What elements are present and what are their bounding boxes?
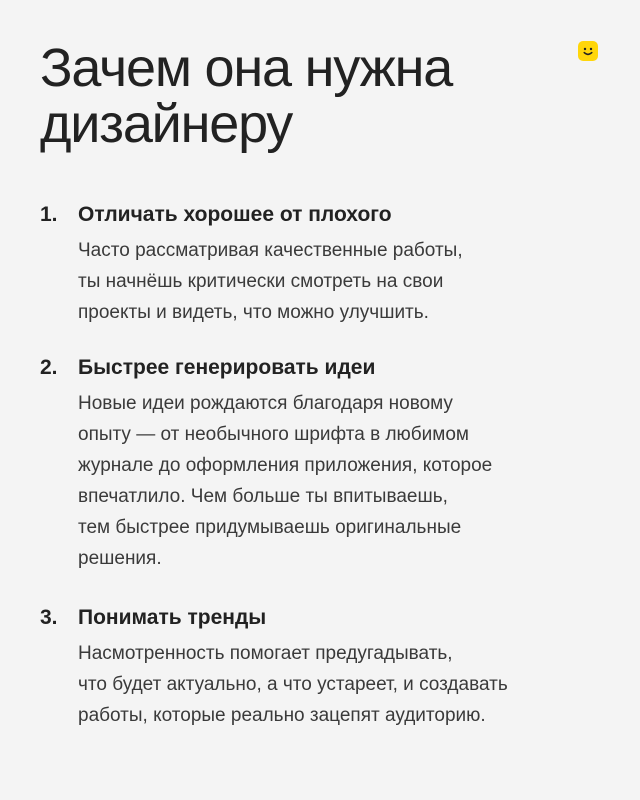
title-line: Зачем она нужна xyxy=(40,38,453,98)
item-header xyxy=(40,200,610,230)
description-line: впечатлило. Чем больше ты впитываешь, xyxy=(78,486,448,507)
description-line: тем быстрее придумываешь оригинальные xyxy=(78,517,462,538)
description-line: работы, которые реально зацепят аудиторию. xyxy=(78,705,486,726)
item-header xyxy=(40,353,610,383)
description-line: ты начнёшь критически смотреть на свои xyxy=(78,271,444,292)
item-header xyxy=(40,603,610,633)
list-item xyxy=(40,353,610,574)
description-line: Часто рассматривая качественные работы, xyxy=(78,240,463,261)
description-line: Новые идеи рождаются благодаря новому xyxy=(78,393,453,414)
item-heading: Отличать хорошее от плохого xyxy=(78,203,392,226)
page-title xyxy=(40,40,570,152)
description-line: проекты и видеть, что можно улучшить. xyxy=(78,302,429,323)
item-number: 2. xyxy=(40,356,58,379)
item-number: 3. xyxy=(40,606,58,629)
smiley-face-icon xyxy=(578,41,598,61)
description-line: решения. xyxy=(78,548,162,569)
title-line: дизайнеру xyxy=(40,94,293,154)
description-line: журнале до оформления приложения, которое xyxy=(78,455,493,476)
item-description xyxy=(78,235,598,328)
item-description xyxy=(78,638,598,731)
item-description xyxy=(78,388,598,574)
description-line: Насмотренность помогает предугадывать, xyxy=(78,643,453,664)
list-item xyxy=(40,603,610,731)
description-line: опыту — от необычного шрифта в любимом xyxy=(78,424,469,445)
list-item xyxy=(40,200,610,328)
item-number: 1. xyxy=(40,203,58,226)
item-heading: Понимать тренды xyxy=(78,606,267,629)
item-heading: Быстрее генерировать идеи xyxy=(78,356,376,379)
description-line: что будет актуально, а что устареет, и создавать xyxy=(78,674,508,695)
